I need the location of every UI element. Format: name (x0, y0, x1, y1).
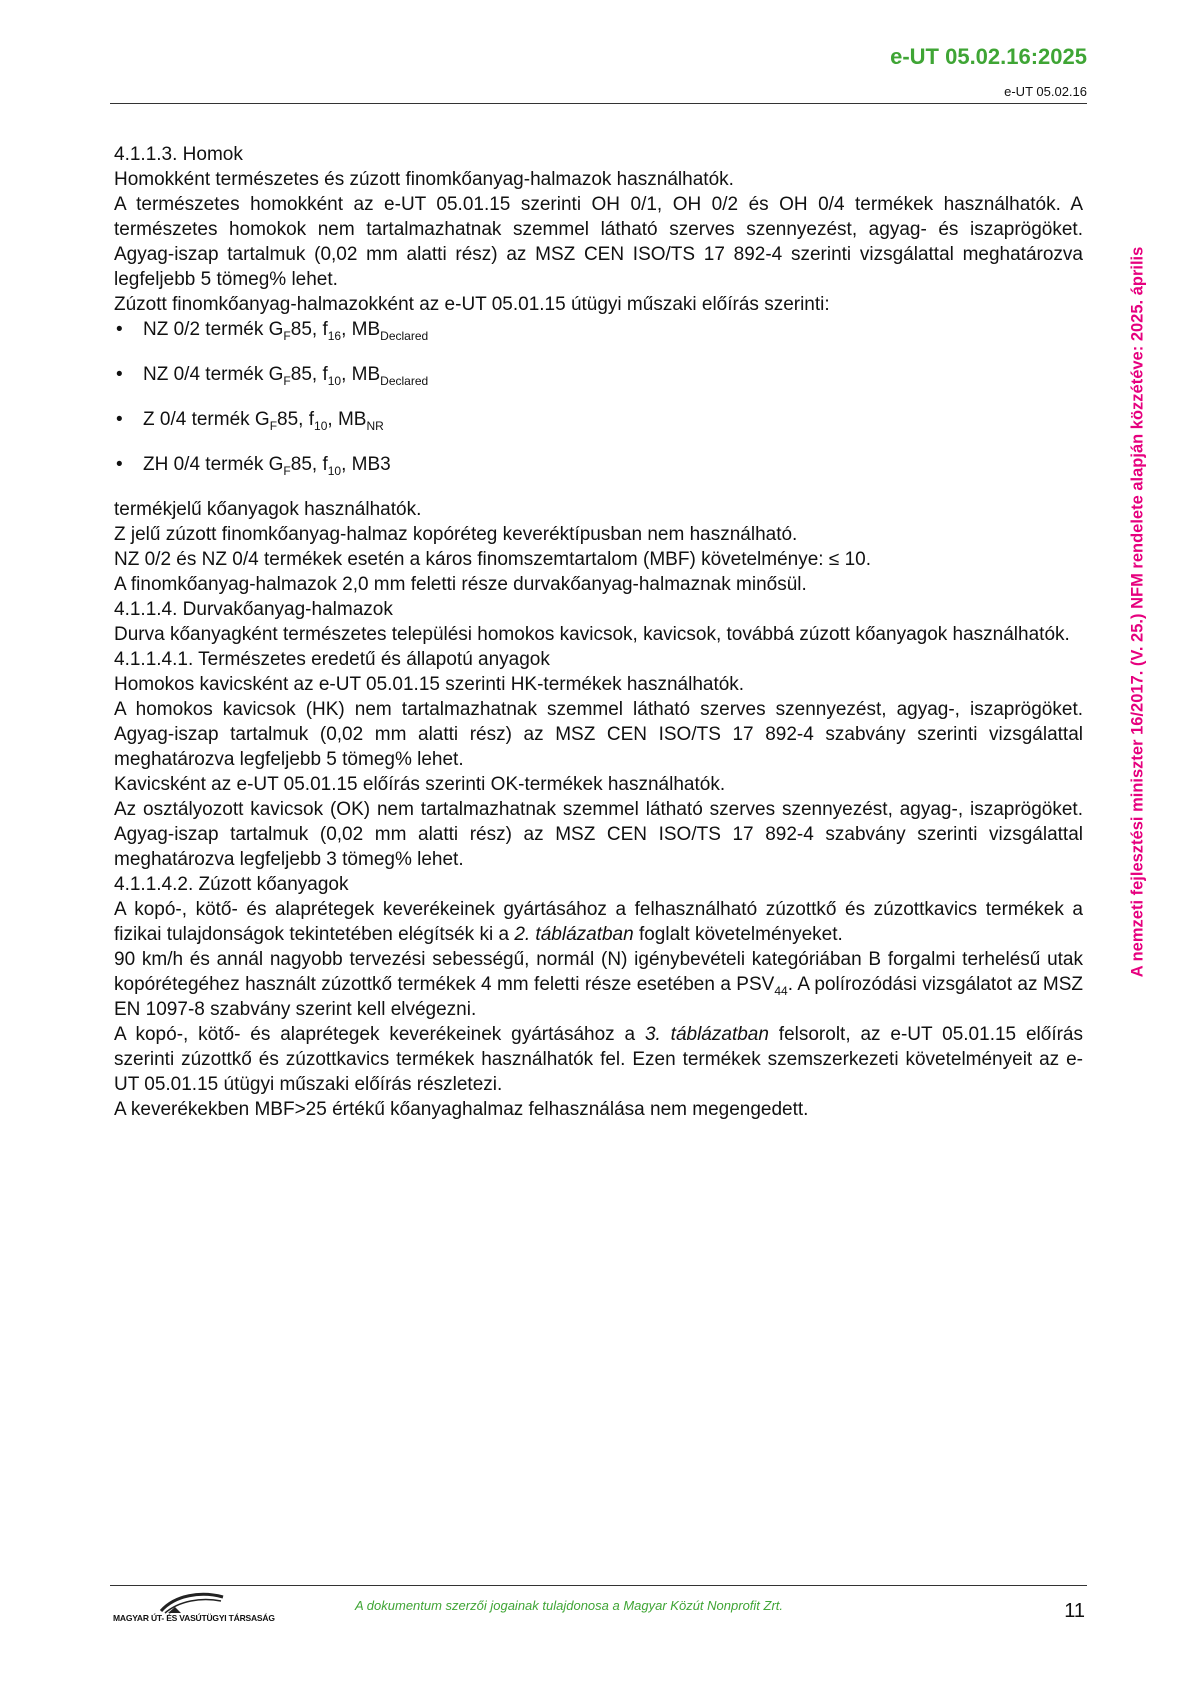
paragraph: A kopó-, kötő- és alaprétegek keverékeinek gyártásához a felhasználható zúzottkő és zúzottkavics termékek a fizikai tulajdonságok tekintetében elégítsék ki a 2. táblázatban foglalt követelményeket. (114, 899, 1083, 945)
heading-durva: 4.1.1.4. Durvakőanyag-halmazok (114, 599, 393, 620)
list-item: • NZ 0/4 termék $G_F85$, $f_{10}$, $MB_{Declared}$ (114, 362, 1083, 387)
logo-swoosh-icon (113, 1589, 263, 1615)
paragraph: Kavicsként az e-UT 05.01.15 előírás szerinti OK-termékek használhatók. (114, 774, 726, 795)
organization-logo (113, 1589, 275, 1633)
page-content (114, 142, 1083, 1122)
copyright-notice: A dokumentum szerzői jogainak tulajdonosa a Magyar Közút Nonprofit Zrt. (355, 1598, 784, 1613)
paragraph: NZ 0/2 és NZ 0/4 termékek esetén a káros finomszemtartalom (MBF) követelménye: ≤ 10. (114, 549, 871, 570)
footer-divider (110, 1585, 1087, 1586)
paragraph: Z jelű zúzott finomkőanyag-halmaz kopóréteg keveréktípusban nem használható. (114, 524, 798, 545)
product-list (114, 317, 1083, 477)
paragraph: termékjelű kőanyagok használhatók. (114, 499, 422, 520)
paragraph: Durva kőanyagként természetes települési homokos kavicsok, kavicsok, továbbá zúzott kőanyagok használhatók. (114, 624, 1070, 645)
heading-termeszetes: 4.1.1.4.1. Természetes eredetű és állapotú anyagok (114, 649, 550, 670)
header-divider (110, 103, 1087, 104)
paragraph: Az osztályozott kavicsok (OK) nem tartalmazhatnak szemmel látható szerves szennyezést, agyag-, iszaprögöket. Agyag-iszap tartalmuk (0,02 mm alatti rész) az MSZ CEN ISO/TS 17 892-4 szabvány szerinti vizsgálattal meghatározva legfeljebb 3 tömeg% lehet. (114, 799, 1083, 870)
document-id: e-UT 05.02.16:2025 (890, 44, 1087, 69)
paragraph: A keverékekben MBF>25 értékű kőanyaghalmaz felhasználása nem megengedett. (114, 1099, 809, 1120)
heading-homok: 4.1.1.3. Homok (114, 144, 243, 165)
paragraph: 90 km/h és annál nagyobb tervezési sebességű, normál (N) igénybevételi kategóriában B forgalmi terhelésű utak kopórétegéhez használt zúzottkő termékek 4 mm feletti része esetében a $PSV_{44}$. A polírozódási vizsgálatot az MSZ EN 1097-8 szabvány szerint kell elvégezni. (114, 949, 1083, 1020)
paragraph: A homokos kavicsok (HK) nem tartalmazhatnak szemmel látható szerves szennyezést, agyag-, iszaprögöket. Agyag-iszap tartalmuk (0,02 mm alatti rész) az MSZ CEN ISO/TS 17 892-4 szabvány szerinti vizsgálattal meghatározva legfeljebb 5 tömeg% lehet. (114, 699, 1083, 770)
list-item: • NZ 0/2 termék $G_F85$, $f_{16}$, $MB_{Declared}$ (114, 317, 1083, 342)
page-number: 11 (1064, 1600, 1085, 1622)
paragraph: Zúzott finomkőanyag-halmazokként az e-UT 05.01.15 útügyi műszaki előírás szerinti: (114, 294, 830, 315)
paragraph: Homokként természetes és zúzott finomkőanyag-halmazok használhatók. (114, 169, 734, 190)
side-note-text: A nemzeti fejlesztési miniszter 16/2017. (V. 25.) NFM rendelete alapján közzétéve: 2025. április (1128, 246, 1147, 978)
organization-name: MAGYAR ÚT- ÉS VASÚTÜGYI TÁRSASÁG (113, 1613, 275, 1623)
list-item: • Z 0/4 termék $G_F85$, $f_{10}$, $MB_{NR}$ (114, 407, 1083, 432)
document-id-small: e-UT 05.02.16 (1004, 84, 1087, 99)
list-item: • ZH 0/4 termék $G_F85$, $f_{10}$, MB3 (114, 452, 1083, 477)
paragraph: A finomkőanyag-halmazok 2,0 mm feletti része durvakőanyag-halmaznak minősül. (114, 574, 807, 595)
paragraph: A kopó-, kötő- és alaprétegek keverékeinek gyártásához a 3. táblázatban felsorolt, az e-UT 05.01.15 előírás szerinti zúzottkő és zúzottkavics termékek használhatók fel. Ezen termékek szemszerkezeti követelményeit az e-UT 05.01.15 útügyi műszaki előírás részletezi. (114, 1024, 1083, 1095)
paragraph: Homokos kavicsként az e-UT 05.01.15 szerinti HK-termékek használhatók. (114, 674, 745, 695)
heading-zuzott: 4.1.1.4.2. Zúzott kőanyagok (114, 874, 349, 895)
paragraph: A természetes homokként az e-UT 05.01.15 szerinti OH 0/1, OH 0/2 és OH 0/4 termékek használhatók. A természetes homokok nem tartalmazhatnak szemmel látható szerves szennyezést, agyag- és iszaprögöket. Agyag-iszap tartalmuk (0,02 mm alatti rész) az MSZ CEN ISO/TS 17 892-4 szerinti vizsgálattal meghatározva legfeljebb 5 tömeg% lehet. (114, 194, 1083, 290)
